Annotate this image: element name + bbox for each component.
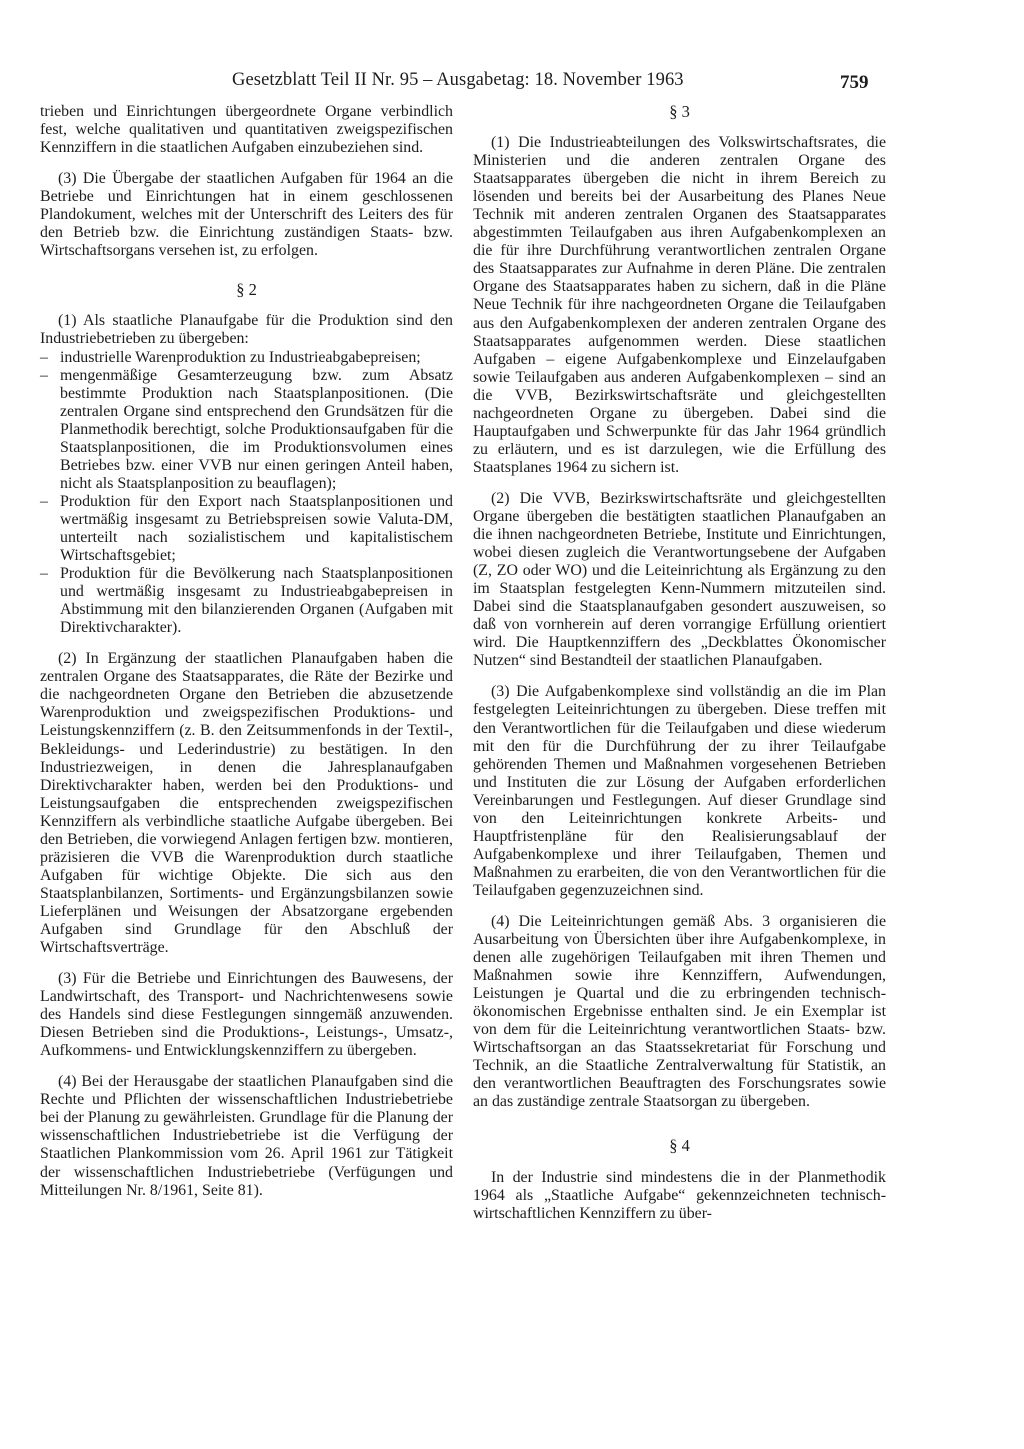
- paragraph: (4) Die Leiteinrichtungen gemäß Abs. 3 organisieren die Ausarbeitung von Übersichten über ihre Aufgabenkomplexe, in denen alle zugehörigen Teilaufgaben mit ihren Themen und Maßnahmen sowie ihre Kennziffern, Aufwendungen, Leistungen je Quartal und die zu erbringenden technisch-ökonomischen Ergebnisse enthalten sind. Je ein Exemplar ist von dem für die Leiteinrichtung verantwortlichen Staats- bzw. Wirtschaftsorgan an das Staatssekretariat für Forschung und Technik, an die Staatliche Zentralverwaltung für Statistik, an den verantwortlichen Beauftragten des Forschungsrates sowie an das zuständige zentrale Staatsorgan zu übergeben.: [473, 912, 886, 1111]
- dash-bullet: –: [40, 565, 48, 583]
- list-item: [40, 565, 453, 637]
- list-item-text: mengenmäßige Gesamterzeugung bzw. zum Absatz bestimmte Produktion nach Staatsplanpositionen. (Die zentralen Organe sind entsprechend den Grundsätzen für die Planmethodik berechtigt, solche Produktionsaufgaben für die Staatsplanpositionen, die im Produktionsvolumen eines Betriebes bzw. einer VVB nur einen geringen Anteil haben, nicht als Staatsplanposition zu beauflagen);: [60, 366, 453, 492]
- list-item-text: Produktion für den Export nach Staatsplanpositionen und wertmäßig insgesamt zu Betriebspreisen sowie Valuta-DM, unterteilt nach sozialistischem und kapitalistischem Wirtschaftsgebiet;: [60, 492, 453, 565]
- running-header: Gesetzblatt Teil II Nr. 95 – Ausgabetag: 18. November 1963: [232, 70, 684, 90]
- page-number: 759: [840, 72, 869, 93]
- paragraph: (3) Für die Betriebe und Einrichtungen des Bauwesens, der Landwirtschaft, des Transport- und Nachrichtenwesens sowie des Handels sind diese Festlegungen sinngemäß anzuwenden. Diesen Betrieben sind die Produktions-, Leistungs-, Umsatz-, Aufkommens- und Entwicklungskennziffern zu übergeben.: [40, 970, 453, 1060]
- list-item: [40, 493, 453, 565]
- paragraph: (1) Als staatliche Planaufgabe für die Produktion sind den Industriebetrieben zu übergeben:: [40, 312, 453, 348]
- list-item: [40, 367, 453, 493]
- dash-bullet: –: [40, 348, 48, 366]
- list-item-text: Produktion für die Bevölkerung nach Staatsplanpositionen und wertmäßig insgesamt zu Industrieabgabepreisen in Abstimmung mit den bilanzierenden Organen (Aufgaben mit Direktivcharakter).: [60, 565, 453, 637]
- dash-bullet: –: [40, 492, 48, 510]
- left-column: [40, 103, 453, 1200]
- list-item: [40, 349, 453, 367]
- paragraph: (2) In Ergänzung der staatlichen Planaufgaben haben die zentralen Organe des Staatsapparates, die Räte der Bezirke und die nachgeordneten Organe den Betrieben die abzusetzende Warenproduktion und zweigspezifischen Produktions- und Leistungskennziffern (z. B. den Zeitsummenfonds in der Textil-, Bekleidungs- und Lederindustrie) zu bestätigen. In den Industriezweigen, in denen die Jahresplanaufgaben Direktivcharakter haben, werden bei den Produktions- und Leistungsaufgaben die entsprechenden zweigspezifischen Kennziffern als verbindliche staatliche Aufgabe übergeben. Bei den Betrieben, die vorwiegend Anlagen fertigen bzw. montieren, präzisieren die VVB die Warenproduktion durch staatliche Aufgaben für wichtige Objekte. Die sich aus den Staatsplanbilanzen, Sortiments- und Ergänzungsbilanzen sowie Lieferplänen und Weisungen der Absatzorgane ergebenden Aufgaben sind Grundlage für den Abschluß der Wirtschaftsverträge.: [40, 650, 453, 957]
- paragraph: (2) Die VVB, Bezirkswirtschaftsräte und gleichgestellten Organe übergeben die bestätigten staatlichen Planaufgaben an die ihnen nachgeordneten Betriebe, Institute und Einrichtungen, wobei diesen zugleich die Verantwortungsebene der Aufgaben (Z, ZO oder WO) und die Leiteinrichtung als Ergänzung zu den im Staatsplan festgelegten Kenn-Nummern mitzuteilen sind. Dabei sind die Staatsplanaufgaben gesondert auszuweisen, so daß von vornherein auf deren vorrangige Erfüllung orientiert wird. Die Hauptkennziffern des „Deckblattes Ökonomischer Nutzen“ sind Bestandteil der staatlichen Planaufgaben.: [473, 489, 886, 670]
- paragraph: (4) Bei der Herausgabe der staatlichen Planaufgaben sind die Rechte und Pflichten der wissenschaftlichen Industriebetriebe bei der Planung zu gewährleisten. Grundlage für die Planung der wissenschaftlichen Industriebetriebe ist die Verfügung der Staatlichen Plankommission vom 26. April 1961 zur Tätigkeit der wissenschaftlichen Industriebetriebe (Verfügungen und Mitteilungen Nr. 8/1961, Seite 81).: [40, 1073, 453, 1199]
- paragraph: In der Industrie sind mindestens die in der Planmethodik 1964 als „Staatliche Aufgabe“ gekennzeichneten technisch-wirtschaftlichen Kennziffern zu über-: [473, 1168, 886, 1222]
- section-heading: § 4: [669, 1136, 690, 1156]
- paragraph: (3) Die Aufgabenkomplexe sind vollständig an die im Plan festgelegten Leiteinrichtungen zu übergeben. Diese treffen mit den Verantwortlichen für die Teilaufgaben und diese wiederum mit den für die Durchführung der zu ihrer Teilaufgabe gehörenden Themen und Maßnahmen vorgesehenen Betrieben und Instituten die zur Lösung der Aufgaben erforderlichen Vereinbarungen und Festlegungen. Auf dieser Grundlage sind von den Leiteinrichtungen konkrete Arbeits- und Hauptfristenpläne für den Realisierungsablauf der Aufgabenkomplexe und ihrer Teilaufgaben, Themen und Maßnahmen zu erarbeiten, die von den Verantwortlichen für die Teilaufgaben gegenzuzeichnen sind.: [473, 683, 886, 899]
- paragraph-continuation: trieben und Einrichtungen übergeordnete Organe verbindlich fest, welche qualitativen und quantitativen zweigspezifischen Kennziffern in die staatlichen Aufgaben einzubeziehen sind.: [40, 103, 453, 157]
- section-heading: § 2: [236, 280, 257, 300]
- list-item-text: industrielle Warenproduktion zu Industrieabgabepreisen;: [60, 348, 421, 366]
- right-column: [473, 103, 886, 1223]
- paragraph: (3) Die Übergabe der staatlichen Aufgaben für 1964 an die Betriebe und Einrichtungen hat in einem geschlossenen Plandokument, welches mit der Unterschrift des Leiters des für den Betrieb bzw. die Einrichtung zuständigen Staats- bzw. Wirtschaftsorgans versehen ist, zu erfolgen.: [40, 170, 453, 260]
- section-heading: § 3: [669, 102, 690, 121]
- paragraph: (1) Die Industrieabteilungen des Volkswirtschaftsrates, die Ministerien und die anderen zentralen Organe des Staatsapparates übergeben die nicht in ihrem Bereich zu lösenden und bereits bei der Ausarbeitung des Planes Neue Technik mit anderen zentralen Organen des Staatsapparates abgestimmten Teilaufgaben aus ihren Aufgabenkomplexen an die für ihre Durchführung verantwortlichen zentralen Organe des Staatsapparates zur Aufnahme in deren Pläne. Die zentralen Organe des Staatsapparates haben zu sichern, daß in die Pläne Neue Technik für ihre nachgeordneten Organe die Teilaufgaben aus den Aufgabenkomplexen der anderen zentralen Organe des Staatsapparates aufgenommen werden. Diese staatlichen Aufgaben – eigene Aufgabenkomplexe und Einzelaufgaben sowie Teilaufgaben aus anderen Aufgabenkomplexen – sind an die VVB, Bezirkswirtschaftsräte und gleichgestellten nachgeordneten Organe zu übergeben. Dabei sind die Hauptaufgaben und Schwerpunkte für das Jahr 1964 gründlich zu erläutern, und es ist darzulegen, wie die Erfüllung des Staatsplanes 1964 zu sichern ist.: [473, 134, 886, 476]
- dash-bullet: –: [40, 366, 48, 384]
